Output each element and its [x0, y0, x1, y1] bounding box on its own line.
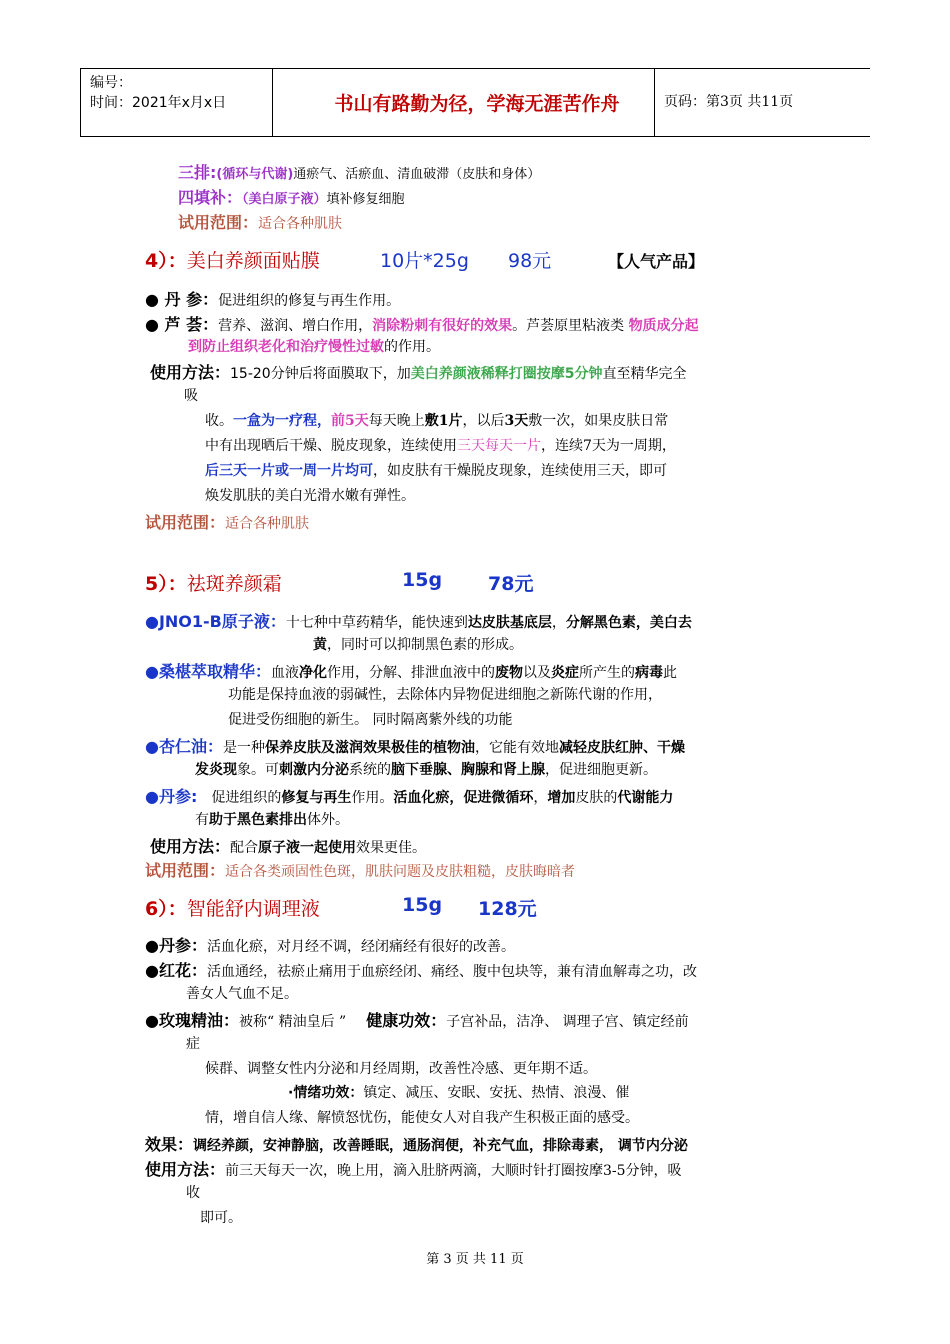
header-motto: 书山有路勤为径，学海无涯苦作舟	[334, 93, 620, 115]
s5-jno-cont: 黄，同时可以抑制黑色素的形成。	[313, 637, 523, 653]
header-divider-2	[654, 69, 655, 136]
top-line-1: 三排:(循环与代谢)通瘀气、活瘀血、清血破滞（皮肤和身体）	[178, 163, 541, 182]
section-6-price: 128元	[478, 898, 537, 920]
section-5-spec: 15g	[402, 569, 443, 591]
header-number: 编号：	[90, 75, 132, 91]
s4-use-3: 收。一盒为一疗程，前5天每天晚上敷1片，以后3天敷一次，如果皮肤日常	[205, 413, 669, 429]
s5-danshen-2: 有助于黑色素排出体外。	[195, 812, 349, 828]
s4-range: 试用范围：适合各种肌肤	[145, 513, 310, 532]
s6-honghua: ●红花：活血通经，祛瘀止痛用于血瘀经闭、痛经、腹中包块等，兼有清血解毒之功，改	[145, 961, 697, 980]
s4-use-5: 后三天一片或一周一片均可，如皮肤有干燥脱皮现象，连续使用三天，即可	[205, 463, 667, 479]
section-4-spec: 10片*25g	[380, 250, 469, 272]
section-4-price: 98元	[508, 250, 552, 272]
s6-rose-2: 症	[186, 1036, 200, 1052]
s4-danshen: ● 丹 参：促进组织的修复与再生作用。	[145, 290, 401, 309]
s5-mulberry-3: 促进受伤细胞的新生。 同时隔离紫外线的功能	[228, 712, 513, 728]
s5-mulberry: ●桑椹萃取精华：血液净化作用，分解、排泄血液中的废物以及炎症所产生的病毒此	[145, 662, 677, 681]
s5-almond-2: 发炎现象。可刺激内分泌系统的脑下垂腺、胸腺和肾上腺，促进细胞更新。	[195, 762, 657, 778]
s6-effect: 效果：调经养颜，安神静脑，改善睡眠，通肠润便，补充气血，排除毒素， 调节内分泌	[145, 1135, 688, 1154]
page-footer: 第 3 页 共 11 页	[426, 1252, 524, 1267]
s5-mulberry-2: 功能是保持血液的弱碱性，去除体内异物促进细胞之新陈代谢的作用，	[228, 687, 662, 703]
page-header	[80, 68, 870, 137]
s4-use: 使用方法：15-20分钟后将面膜取下，加美白养颜液稀释打圈按摩5分钟直至精华完全	[150, 363, 687, 382]
header-divider-1	[272, 69, 273, 136]
s6-use-3: 即可。	[200, 1210, 242, 1226]
s4-use-4: 中有出现晒后干燥、脱皮现象，连续使用三天每天一片，连续7天为一周期，	[205, 438, 676, 454]
s6-use: 使用方法：前三天每天一次，晚上用，滴入肚脐两滴，大顺时针打圈按摩3-5分钟，吸	[145, 1160, 682, 1179]
header-border-left	[80, 69, 81, 136]
s4-aloe: ● 芦 荟：营养、滋润、增白作用，消除粉刺有很好的效果。芦荟原里粘液类 物质成分起	[145, 315, 699, 334]
s6-danshen: ●丹参：活血化瘀，对月经不调，经闭痛经有很好的改善。	[145, 936, 515, 955]
section-4-title: 4）：美白养颜面贴膜	[145, 250, 320, 272]
s5-range: 试用范围：适合各类顽固性色斑，肌肤问题及皮肤粗糙，皮肤晦暗者	[145, 861, 576, 880]
s6-rose-3: 候群、调整女性内分泌和月经周期，改善性冷感、更年期不适。	[205, 1061, 597, 1077]
s4-use-6: 焕发肌肤的美白光滑水嫩有弹性。	[205, 488, 415, 504]
section-5-title: 5）：祛斑养颜霜	[145, 573, 282, 595]
section-6-spec: 15g	[402, 894, 443, 916]
s5-use: 使用方法：配合原子液一起使用效果更佳。	[150, 837, 427, 856]
s6-honghua-2: 善女人气血不足。	[186, 986, 298, 1002]
s4-use-2: 吸	[184, 388, 198, 404]
header-page: 页码：第3页 共11页	[664, 94, 794, 110]
s5-almond: ●杏仁油：是一种保养皮肤及滋润效果极佳的植物油，它能有效地减轻皮肤红肿、干燥	[145, 737, 685, 756]
s6-rose-4: ·情绪功效：镇定、减压、安眠、安抚、热情、浪漫、催	[288, 1085, 630, 1101]
s6-use-2: 收	[186, 1185, 200, 1201]
section-6-title: 6）：智能舒内调理液	[145, 898, 320, 920]
s6-rose-5: 情，增自信人缘、解愤怒忧伤，能使女人对自我产生积极正面的感受。	[205, 1110, 639, 1126]
header-meta	[90, 73, 226, 113]
header-time: 时间：2021年x月x日	[90, 95, 227, 111]
s4-aloe-cont: 到防止组织老化和治疗慢性过敏的作用。	[188, 339, 440, 355]
top-line-2: 四填补：（美白原子液）填补修复细胞	[178, 188, 405, 207]
s5-danshen: ●丹参: 促进组织的修复与再生作用。活血化瘀，促进微循环，增加皮肤的代谢能力	[145, 787, 674, 806]
section-5-price: 78元	[488, 573, 534, 595]
top-line-3: 试用范围：适合各种肌肤	[178, 213, 343, 232]
s6-rose: ●玫瑰精油：被称“ 精油皇后 ” 健康功效：子宫补品，洁净、 调理子宫、镇定经前	[145, 1011, 689, 1030]
s5-jno: ●JNO1-B原子液：十七种中草药精华，能快速到达皮肤基底层，分解黑色素，美白去	[145, 612, 692, 631]
section-4-tag: 【人气产品】	[608, 252, 705, 271]
